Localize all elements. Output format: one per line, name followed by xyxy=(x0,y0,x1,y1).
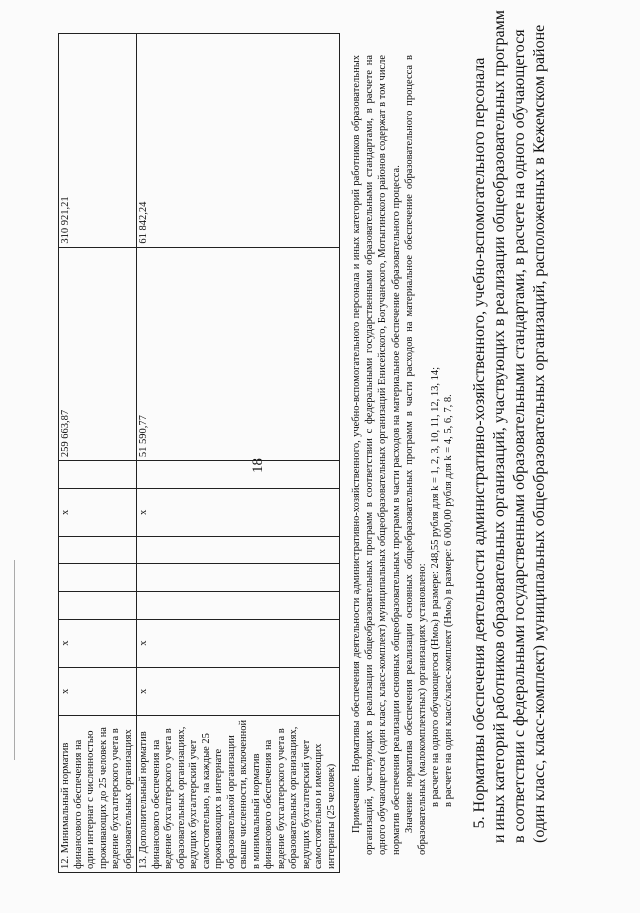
note-line: в расчете на один класс/класс-комплект (Нмоₖ) в размере: 6 000,00 рубля для k = 4, 5, 6, 7, 8. xyxy=(443,394,455,807)
note-line: в расчете на одного обучающегося (Нмоₖ) в размере: 248,55 рубля для k = 1, 2, 3, 10, 11, 12, 13, 14; xyxy=(430,366,442,807)
norms-table xyxy=(58,33,340,873)
table-cell xyxy=(137,564,340,592)
note-paragraph: Примечание. Нормативы обеспечения деятельности административно-хозяйственного, учебно-вспомогательного персонала и иных категорий работников образовательных организаций, участвующих в реализации общеобразовательных программ в соответствии с федеральными государственными образовательными стандартами, в расчете на одного обучающегося (один класс, класс-комплект) муниципальных общеобразовательных организаций Енисейского, Богучанского, Мотыгинского районов содержат в том числе норматив обеспечения реализации основных общеобразовательных программ в части расходов на материальное обеспечение образовательного процесса. xyxy=(351,55,402,855)
heading-line: в соответствии с федеральными государственными образовательными стандартами, в расчете на одного обучающегося xyxy=(511,29,528,843)
table-cell: x xyxy=(137,488,340,536)
table-cell: x xyxy=(59,619,137,667)
table-cell xyxy=(59,564,137,592)
table-cell: 259 663,87 xyxy=(59,247,137,461)
table-cell xyxy=(137,592,340,620)
heading-line: и иных категорий работников образовательных организаций, участвующих в реализации общеобразовательных программ xyxy=(491,10,508,843)
heading-line: 5. Нормативы обеспечения деятельности административно-хозяйственного, учебно-вспомогательного персонала xyxy=(471,57,488,829)
table-cell: 310 921,21 xyxy=(59,34,137,248)
table-cell: 61 842,24 xyxy=(137,34,340,248)
row-label: 13. Дополнительный норматив финансового обеспечения на ведение бухгалтерского учета в образовательных организациях, ведущих бухгалтерский учет самостоятельно, на каждые 25 проживающих в интернате образовательной организации свыше численности, включенной в минимальный норматив финансового обеспечения на ведение бухгалтерского учета в образовательных организациях, ведущих бухгалтерский учет самостоятельно и имеющих интернаты (25 человек) xyxy=(137,716,340,873)
table-cell: x xyxy=(59,488,137,536)
section-heading xyxy=(470,10,550,843)
page-number: 18 xyxy=(250,458,266,473)
table-row xyxy=(137,34,340,873)
heading-line: (один класс, класс-комплект) муниципальных общеобразовательных организаций, расположенных в Кежемском районе xyxy=(531,24,548,843)
table-cell: 51 590,77 xyxy=(137,247,340,461)
table-cell xyxy=(59,592,137,620)
table-cell xyxy=(59,461,137,489)
table-cell: x xyxy=(137,667,340,715)
table-cell: x xyxy=(137,619,340,667)
table-cell: x xyxy=(59,667,137,715)
row-label: 12. Минимальный норматив финансового обеспечения на один интернат с численностью проживающих до 25 человек на ведение бухгалтерского учета в образовательных организациях xyxy=(59,716,137,873)
table-cell xyxy=(137,461,340,489)
note-block xyxy=(350,55,456,855)
table-cell xyxy=(59,536,137,564)
note-paragraph: Значение норматива обеспечения реализации основных общеобразовательных программ в части расходов на материальное обеспечение образовательного процесса в образовательных (малокомплектных) организациях установлено: xyxy=(403,55,429,855)
table-cell xyxy=(137,536,340,564)
table-row xyxy=(59,34,137,873)
